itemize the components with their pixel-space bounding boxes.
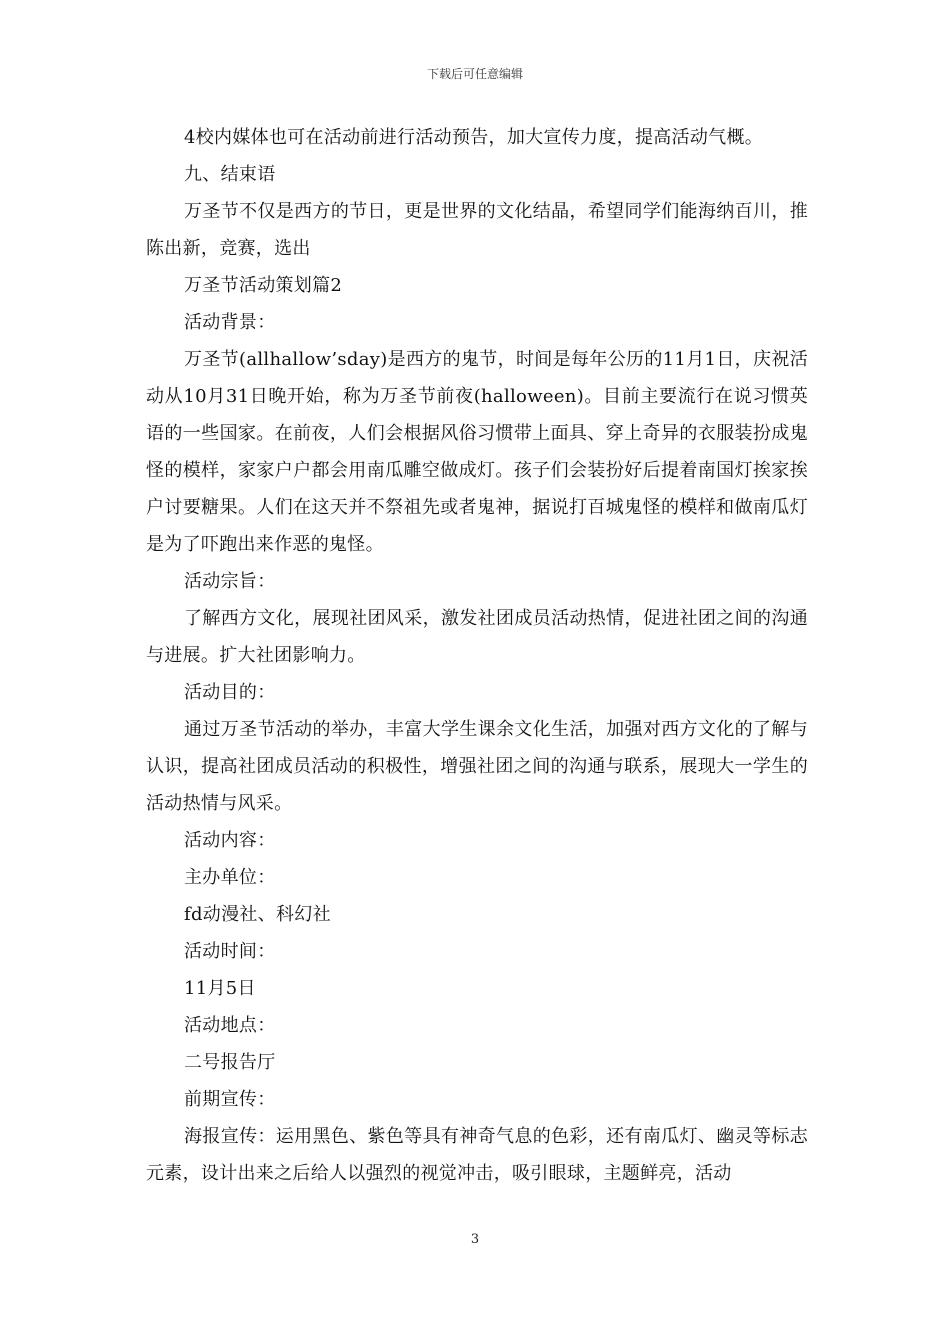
heading-plan-2: 万圣节活动策划篇2	[184, 275, 343, 296]
paragraph-background: 万圣节(allhallow’sday)是西方的鬼节，时间是每年公历的11月1日，庆祝活动从10月31日晚开始，称为万圣节前夜(halloween)。目前主要流行在说习惯英语的一些国家。在前夜，人们会根据风俗习惯带上面具、穿上奇异的衣服装扮成鬼怪的模样，家家户户都会用南瓜雕空做成灯。孩子们会装扮好后提着南国灯挨家挨户讨要糖果。人们在这天并不祭祖先或者鬼神，据说打百城鬼怪的模样和做南瓜灯是为了吓跑出来作恶的鬼怪。	[146, 349, 808, 555]
heading-promotion: 前期宣传：	[184, 1089, 276, 1110]
page-header: 下载后可任意编辑	[426, 67, 523, 81]
paragraph-poster: 海报宣传：运用黑色、紫色等具有神奇气息的色彩，还有南瓜灯、幽灵等标志元素，设计出来之后给人以强烈的视觉冲击，吸引眼球，主题鲜亮，活动	[146, 1126, 808, 1184]
paragraph-organizer: fd动漫社、科幻社	[184, 904, 331, 925]
paragraph-location: 二号报告厅	[184, 1052, 276, 1073]
heading-time: 活动时间：	[184, 941, 276, 962]
paragraph-purpose: 了解西方文化，展现社团风采，激发社团成员活动热情，促进社团之间的沟通与进展。扩大社团影响力。	[146, 608, 808, 666]
heading-location: 活动地点：	[184, 1015, 276, 1036]
heading-conclusion: 九、结束语	[184, 164, 276, 185]
heading-background: 活动背景：	[184, 312, 276, 333]
paragraph-goal: 通过万圣节活动的举办，丰富大学生课余文化生活，加强对西方文化的了解与认识，提高社团成员活动的积极性，增强社团之间的沟通与联系，展现大一学生的活动热情与风采。	[146, 719, 808, 814]
heading-goal: 活动目的：	[184, 682, 276, 703]
paragraph-media-preview: 4校内媒体也可在活动前进行活动预告，加大宣传力度，提高活动气概。	[184, 127, 764, 148]
page-number: 3	[470, 1232, 480, 1247]
heading-content: 活动内容：	[184, 830, 276, 851]
document-body	[146, 119, 808, 1192]
paragraph-conclusion: 万圣节不仅是西方的节日，更是世界的文化结晶，希望同学们能海纳百川，推陈出新，竞赛，选出	[146, 201, 808, 259]
paragraph-time: 11月5日	[184, 978, 256, 999]
heading-purpose: 活动宗旨：	[184, 571, 276, 592]
heading-organizer: 主办单位：	[184, 867, 276, 888]
